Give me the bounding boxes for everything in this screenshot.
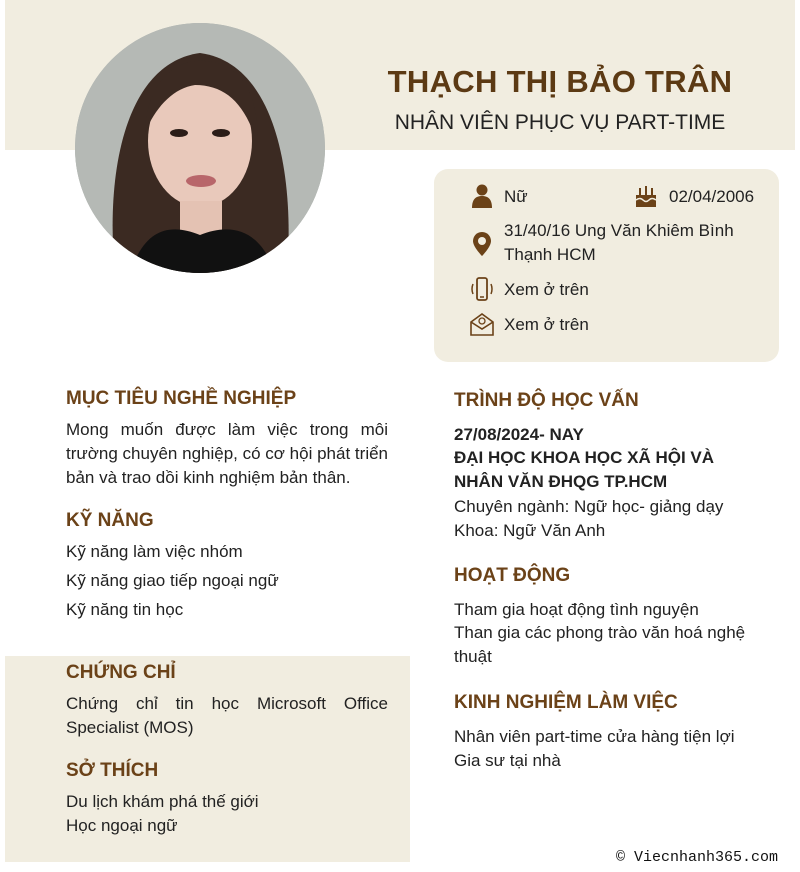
watermark: © Viecnhanh365.com <box>615 849 778 866</box>
skills-title: KỸ NĂNG <box>66 510 154 531</box>
job-title: NHÂN VIÊN PHỤC VỤ PART-TIME <box>394 111 726 134</box>
education-major: Chuyên ngành: Ngữ học- giảng dạy <box>454 497 724 516</box>
skill-item: Kỹ năng giao tiếp ngoại ngữ <box>66 571 279 590</box>
education-period: 27/08/2024- NAY <box>454 425 584 444</box>
objective-title: MỤC TIÊU NGHỀ NGHIỆP <box>66 388 297 409</box>
address-value: 31/40/16 Ung Văn Khiêm Bình Thạnh HCM <box>504 221 734 264</box>
email-icon <box>469 311 495 337</box>
email-value: Xem ở trên <box>504 315 589 334</box>
candidate-name: THẠCH THỊ BẢO TRÂN <box>387 64 733 99</box>
location-pin-icon <box>469 231 495 257</box>
birthday-value: 02/04/2006 <box>669 187 755 206</box>
contact-card <box>434 169 779 362</box>
phone-value: Xem ở trên <box>504 280 589 299</box>
certificates-text: Chứng chỉ tin học Microsoft Office Specialist (MOS) <box>66 694 388 737</box>
activities-title: HOẠT ĐỘNG <box>454 565 571 586</box>
experience-item: Gia sư tại nhà <box>454 751 561 770</box>
activity-item: Than gia các phong trào văn hoá nghệ thuật <box>454 623 746 666</box>
hobby-item: Du lịch khám phá thế giới <box>66 792 259 811</box>
hobby-item: Học ngoại ngữ <box>66 816 178 835</box>
phone-icon <box>469 276 495 302</box>
experience-title: KINH NGHIỆM LÀM VIỆC <box>454 692 678 713</box>
profile-photo <box>75 23 325 273</box>
activity-item: Tham gia hoạt động tình nguyện <box>454 600 699 619</box>
skill-item: Kỹ năng tin học <box>66 600 184 619</box>
objective-text: Mong muốn được làm việc trong môi trường chuyên nghiệp, có cơ hội phát triển bản và trao dồi kinh nghiệm bản thân. <box>66 420 388 487</box>
education-faculty: Khoa: Ngữ Văn Anh <box>454 521 606 540</box>
birthday-cake-icon <box>633 183 659 209</box>
skill-item: Kỹ năng làm việc nhóm <box>66 542 243 561</box>
experience-item: Nhân viên part-time cửa hàng tiện lợi <box>454 727 735 746</box>
gender-value: Nữ <box>504 187 528 206</box>
certificates-title: CHỨNG CHỈ <box>66 662 176 683</box>
education-title: TRÌNH ĐỘ HỌC VẤN <box>454 390 639 411</box>
hobbies-title: SỞ THÍCH <box>66 760 159 781</box>
person-icon <box>469 183 495 209</box>
education-school: ĐẠI HỌC KHOA HỌC XÃ HỘI VÀ NHÂN VĂN ĐHQG TP.HCM <box>454 448 715 491</box>
